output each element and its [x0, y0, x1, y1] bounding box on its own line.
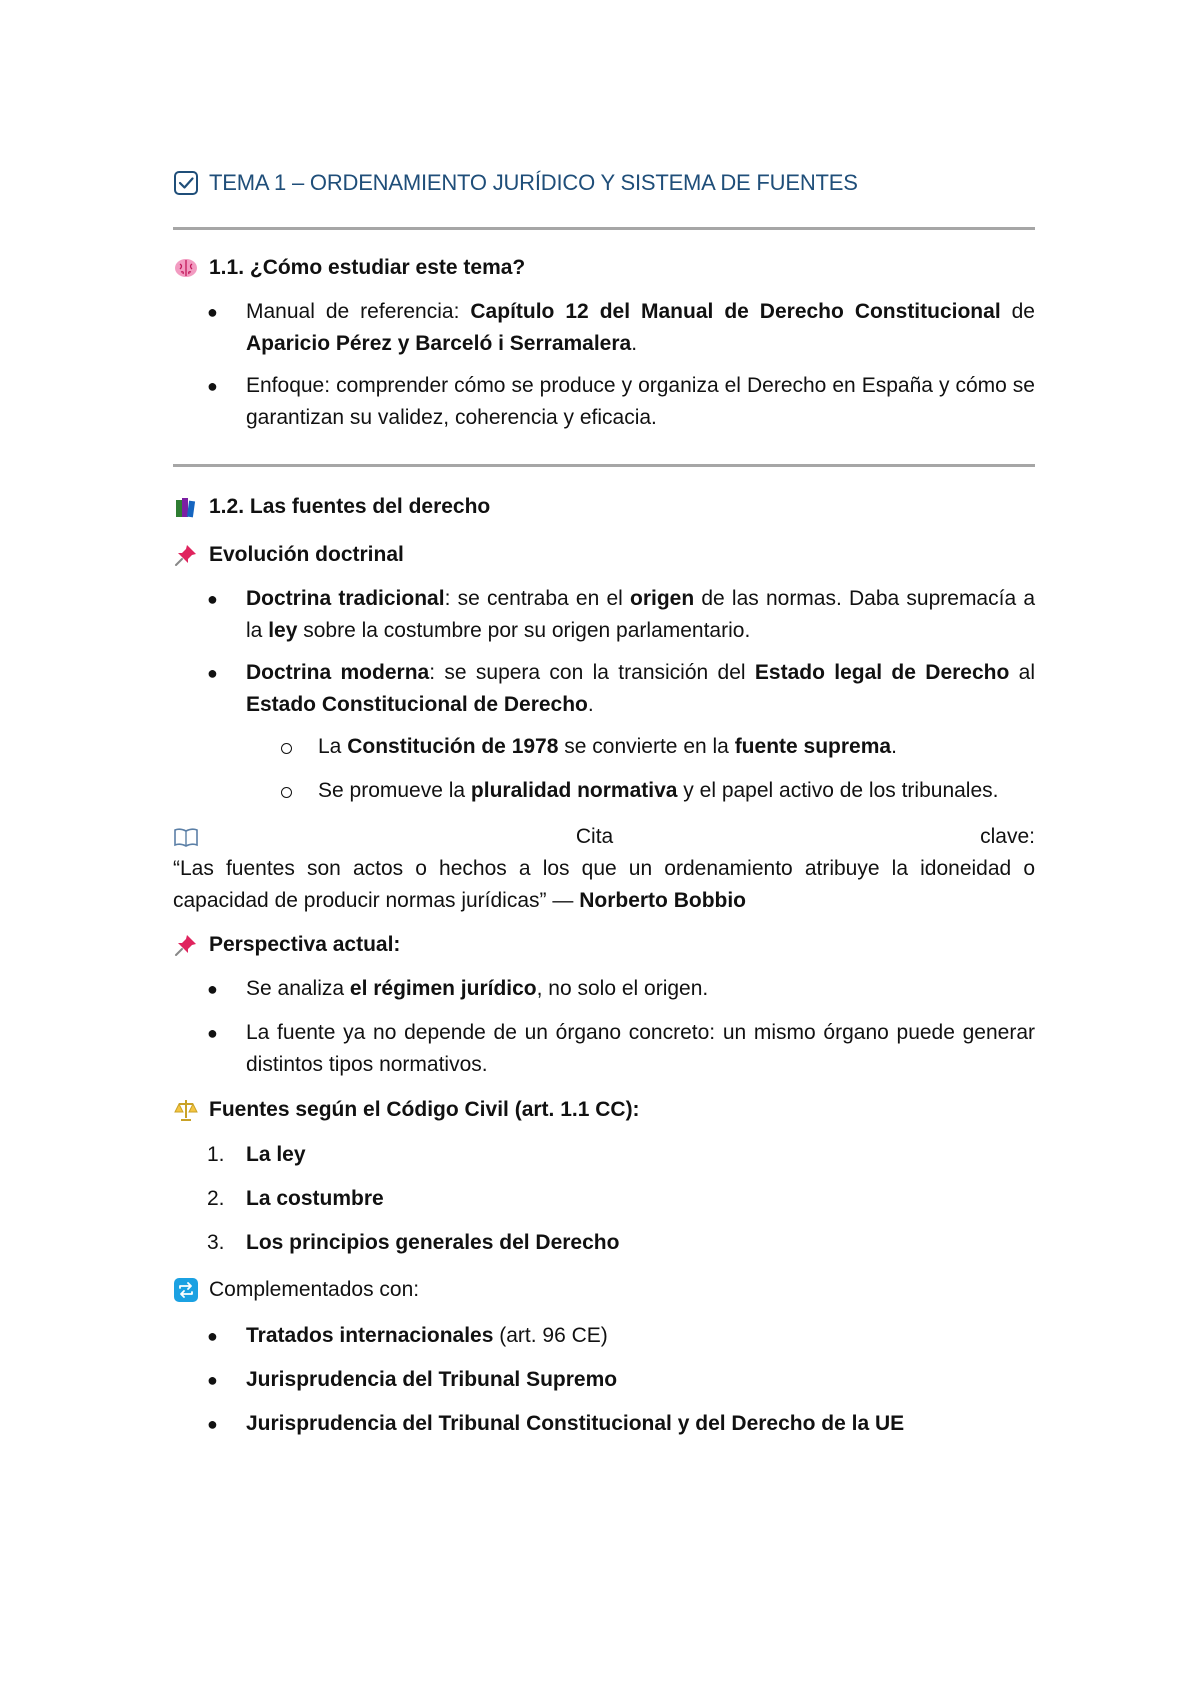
bullet: ● [207, 979, 218, 999]
list-number: 1. [207, 1143, 225, 1166]
section-heading-1-1: 1.1. ¿Cómo estudiar este tema? [173, 252, 525, 284]
complement-heading: Complementados con: [173, 1274, 419, 1306]
books-icon [173, 494, 199, 520]
quote-label-2: clave: [980, 825, 1035, 848]
bullet: ● [207, 1326, 218, 1346]
brain-icon [173, 255, 199, 281]
list-item: Jurisprudencia del Tribunal Supremo [246, 1368, 618, 1391]
bullet: ● [207, 376, 218, 396]
bullet: ● [207, 1023, 218, 1043]
list-item: Los principios generales del Derecho [246, 1231, 620, 1254]
civil-code-heading: Fuentes según el Código Civil (art. 1.1 CC): [173, 1094, 640, 1126]
document-title [173, 167, 858, 199]
list-item: Se analiza el régimen jurídico, no solo el origen. [246, 977, 709, 1000]
sub-list-item: Se promueve la pluralidad normativa y el papel activo de los tribunales. [318, 779, 999, 802]
perspective-heading: Perspectiva actual: [173, 929, 400, 961]
list-item: Doctrina tradicional: se centraba en el origen de las normas. Daba supremacía a la ley sobre la costumbre por su origen parlamentario. [246, 587, 1036, 642]
title-text: TEMA 1 – ORDENAMIENTO JURÍDICO Y SISTEMA DE FUENTES [209, 170, 858, 195]
list-item: Jurisprudencia del Tribunal Constitucional y del Derecho de la UE [246, 1412, 905, 1435]
section-heading-1-2: 1.2. Las fuentes del derecho [173, 491, 490, 523]
quote-label-1: Cita [575, 825, 614, 848]
list-item: La fuente ya no depende de un órgano concreto: un mismo órgano puede generar distintos tipos normativos. [246, 1021, 1035, 1076]
list-item: Tratados internacionales (art. 96 CE) [246, 1324, 608, 1347]
check-box-icon [173, 170, 199, 196]
open-book-icon [173, 824, 199, 850]
list-item: Manual de referencia: Capítulo 12 del Manual de Derecho Constitucional de Aparicio Pérez y Barceló i Serramalera. [246, 300, 1035, 355]
list-item: La costumbre [246, 1187, 384, 1210]
bullet: ● [207, 1370, 218, 1390]
list-number: 2. [207, 1187, 225, 1210]
key-quote [173, 821, 1035, 917]
bullet: ● [207, 663, 218, 683]
quote-author: Norberto Bobbio [579, 889, 747, 912]
sub-bullet [281, 787, 292, 798]
divider [173, 464, 1035, 467]
bullet: ● [207, 302, 218, 322]
bullet: ● [207, 589, 218, 609]
list-item: Enfoque: comprender cómo se produce y organiza el Derecho en España y cómo se garantizan su validez, coherencia y eficacia. [246, 374, 1035, 429]
divider [173, 227, 1035, 230]
list-number: 3. [207, 1231, 225, 1254]
repeat-icon [173, 1277, 199, 1303]
sub-list-item: La Constitución de 1978 se convierte en la fuente suprema. [318, 735, 897, 758]
quote-text: “Las fuentes son actos o hechos a los que un ordenamiento atribuye la idoneidad o capacidad de producir normas jurídicas” — Norberto Bobbio [173, 857, 1035, 912]
list-item: La ley [246, 1143, 306, 1166]
pushpin-icon [173, 542, 199, 568]
pushpin-icon [173, 932, 199, 958]
sub-bullet [281, 743, 292, 754]
evolution-heading: Evolución doctrinal [173, 539, 404, 571]
scales-icon [173, 1097, 199, 1123]
list-item: Doctrina moderna: se supera con la transición del Estado legal de Derecho al Estado Constitucional de Derecho. [246, 661, 1035, 716]
bullet: ● [207, 1414, 218, 1434]
